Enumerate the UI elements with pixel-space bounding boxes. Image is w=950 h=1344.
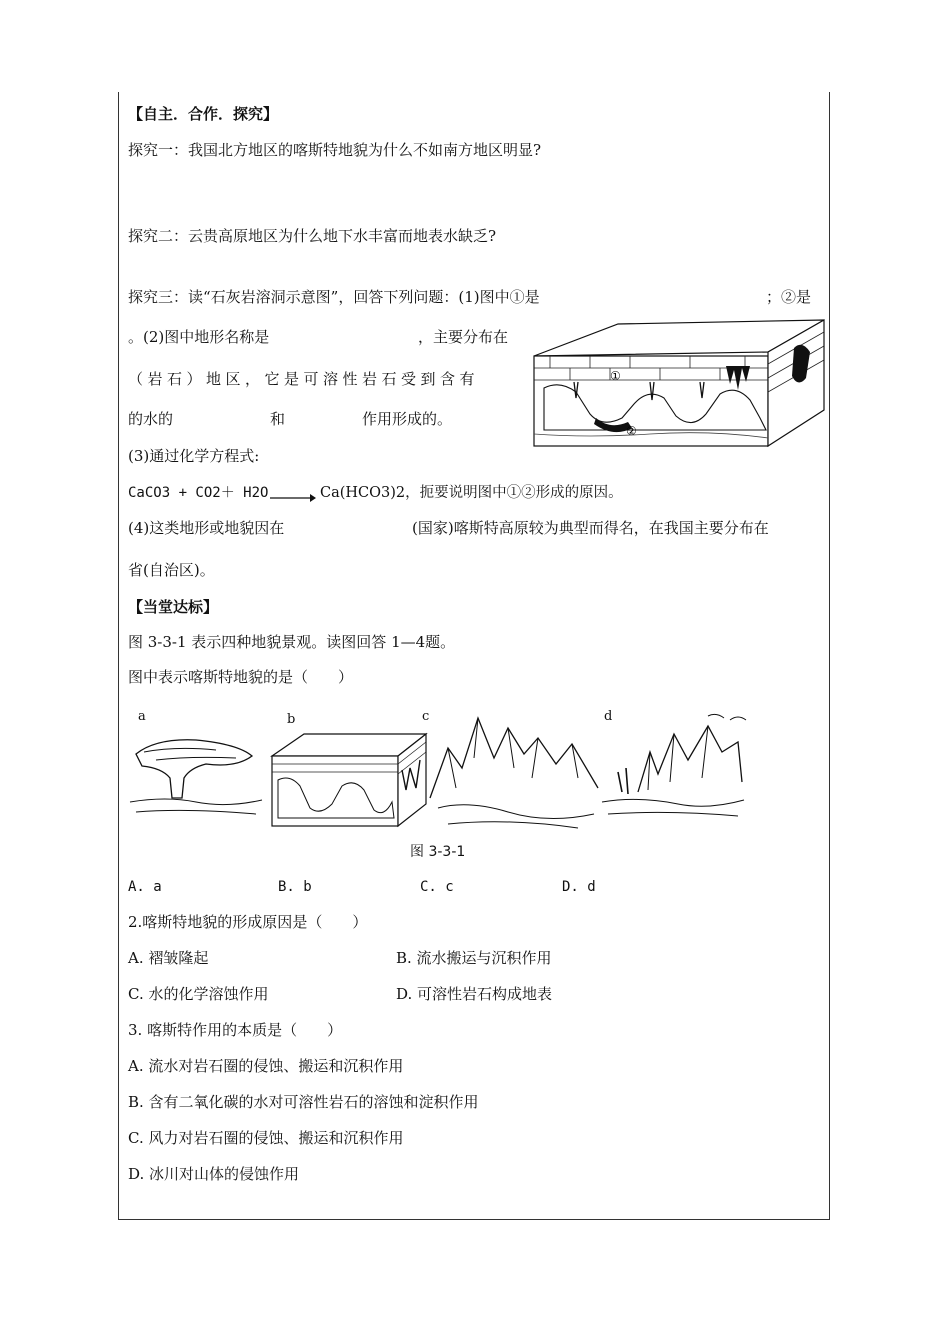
question-explore-3-line2a: 。(2)图中地形名称是 <box>128 328 270 346</box>
q1-option-c: C. c <box>420 879 454 895</box>
question-explore-3-sub4c: 省(自治区)。 <box>128 561 215 579</box>
chemical-equation-right: Ca(HCO3)2，扼要说明图中①②形成的原因。 <box>320 485 623 501</box>
q3-option-d: D. 冰川对山体的侵蚀作用 <box>128 1165 300 1183</box>
question-explore-3-intro-part2: ；②是 <box>766 288 812 306</box>
practice-question-3: 3. 喀斯特作用的本质是（ ） <box>128 1021 343 1039</box>
limestone-cave-diagram <box>530 318 826 450</box>
practice-intro: 图 3-3-1 表示四种地貌景观。读图回答 1—4题。 <box>128 633 456 651</box>
question-explore-3-intro: 探究三：读“石灰岩溶洞示意图”，回答下列问题：(1)图中①是 <box>128 288 540 306</box>
content-frame <box>118 92 830 1220</box>
figure-letter-c: c <box>422 709 430 724</box>
diagram-label-1: ① <box>610 369 621 383</box>
figure-letter-a: a <box>138 709 146 724</box>
question-explore-3-sub4b: (国家)喀斯特高原较为典型而得名，在我国主要分布在 <box>412 519 769 537</box>
q2-option-a: A. 褶皱隆起 <box>128 949 209 967</box>
landform-b-image <box>270 730 430 830</box>
section-heading-practice: 【当堂达标】 <box>128 598 219 616</box>
section-heading-explore: 【自主．合作．探究】 <box>128 105 279 123</box>
practice-question-1: 图中表示喀斯特地貌的是（ ） <box>128 668 354 686</box>
question-explore-1: 探究一：我国北方地区的喀斯特地貌为什么不如南方地区明显? <box>128 141 542 159</box>
q1-option-d: D. d <box>562 879 596 895</box>
question-explore-2: 探究二：云贵高原地区为什么地下水丰富而地表水缺乏? <box>128 227 497 245</box>
q3-option-c: C. 风力对岩石圈的侵蚀、搬运和沉积作用 <box>128 1129 404 1147</box>
question-explore-3-line4c: 作用形成的。 <box>362 410 453 428</box>
landform-a-image <box>126 722 266 822</box>
reaction-arrow-icon <box>270 486 316 504</box>
figure-caption: 图 3-3-1 <box>410 844 466 860</box>
q2-option-c: C. 水的化学溶蚀作用 <box>128 985 269 1003</box>
q2-option-b: B. 流水搬运与沉积作用 <box>396 949 552 967</box>
q1-option-a: A. a <box>128 879 162 895</box>
chemical-equation-left: CaCO3 + CO2＋ H2O <box>128 485 269 501</box>
question-explore-3-line4a: 的水的 <box>128 410 174 428</box>
question-explore-3-line3: （岩石）地区，它是可溶性岩石受到含有 <box>128 370 480 388</box>
question-explore-3-line4b: 和 <box>270 410 286 428</box>
landform-d-image <box>598 712 748 822</box>
landform-c-image <box>428 708 600 834</box>
q3-option-a: A. 流水对岩石圈的侵蚀、搬运和沉积作用 <box>128 1057 404 1075</box>
diagram-label-2: ② <box>626 424 637 438</box>
q1-option-b: B. b <box>278 879 312 895</box>
q3-option-b: B. 含有二氧化碳的水对可溶性岩石的溶蚀和淀积作用 <box>128 1093 479 1111</box>
figure-letter-d: d <box>604 709 613 724</box>
question-explore-3-line2b: ，主要分布在 <box>418 328 509 346</box>
question-explore-3-sub4a: (4)这类地形或地貌因在 <box>128 519 285 537</box>
figure-letter-b: b <box>287 712 296 727</box>
question-explore-3-sub3: (3)通过化学方程式: <box>128 447 260 465</box>
q2-option-d: D. 可溶性岩石构成地表 <box>396 985 553 1003</box>
practice-question-2: 2.喀斯特地貌的形成原因是（ ） <box>128 913 368 931</box>
